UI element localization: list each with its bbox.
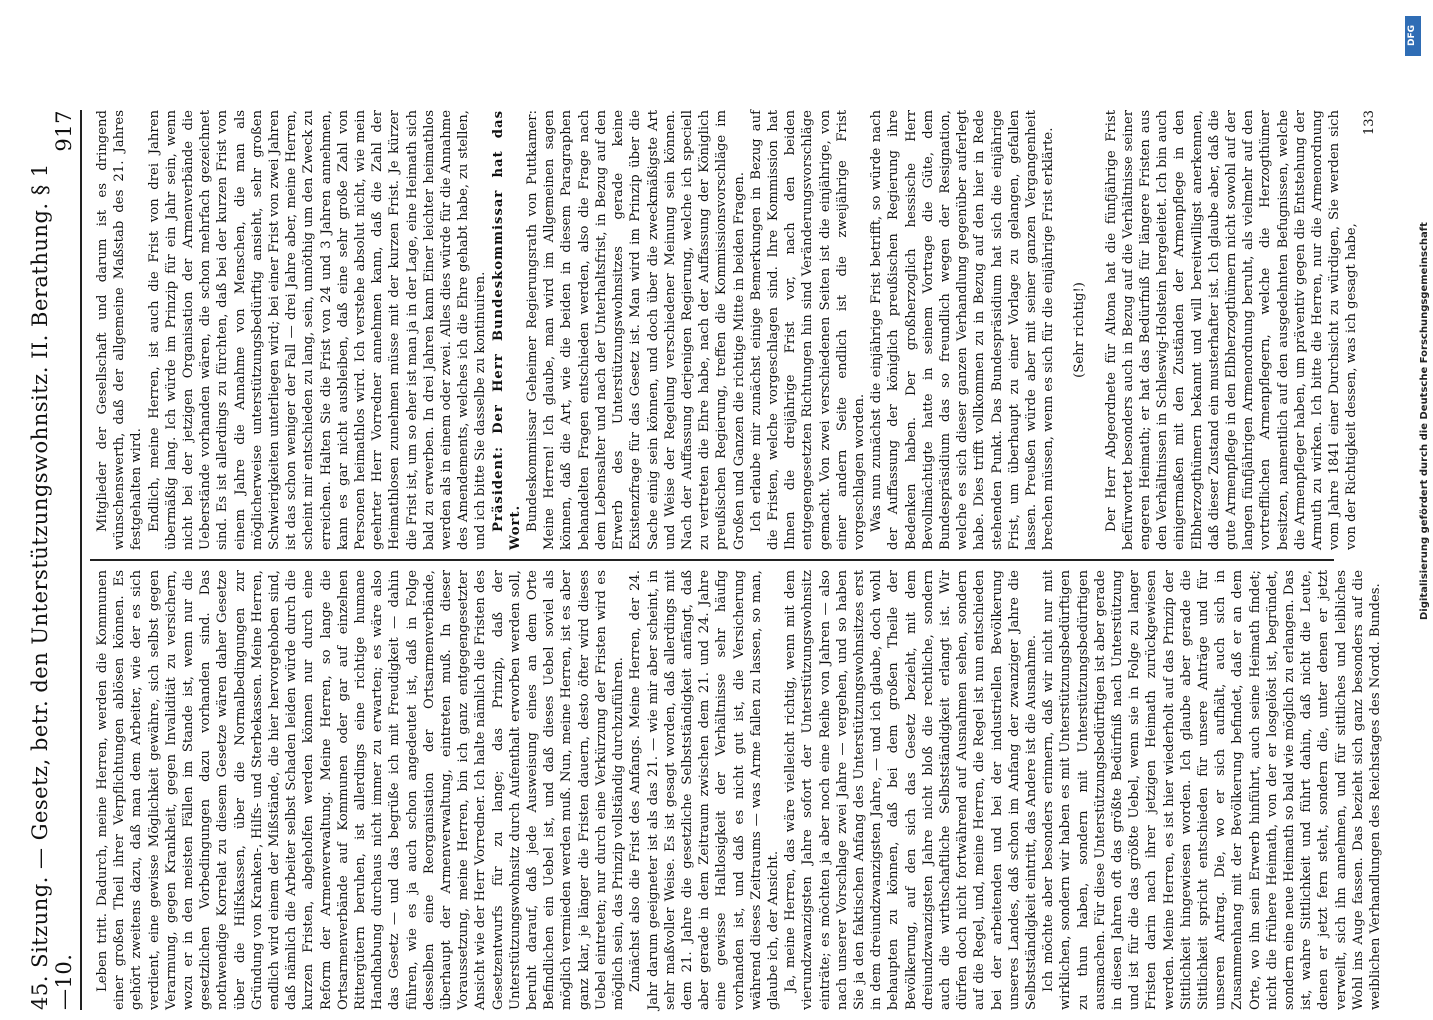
paragraph: Der Herr Abgeordnete für Altona hat die fünfjährige Frist befürwortet besonders auch in Bezug auf die Verhältnisse seiner engeren Heimath; er hat das Bedürfniß für längere Fristen aus den Verhältnissen in Schleswig-Holstein hergeleitet. Ich bin auch einigermaßen mit den Zuständen der Armenpflege in den Elbherzogthümern bekannt und will bereitwilligst anerkennen, daß dieser Zustand ein musterhafter ist. Ich glaube aber, daß die gute Armenpflege in den Elbherzogthümern nicht sowohl auf der langen fünfjährigen Armenordnung beruht, als vielmehr auf den vortrefflichen Armenpflegern, welche die Herzogthümer besitzen, namentlich auf den ausgedehnten Befugnissen, welche die Armenpfleger haben, um präventiv gegen die Entstehung der Armuth zu wirken. Ich bitte die Herren, nur die Armenordnung vom Jahre 1841 einer Durchsicht zu würdigen, Sie werden sich von der Richtigkeit dessen, was ich gesagt habe, (1103, 110, 1360, 550)
paragraph: Endlich, meine Herren, ist auch die Frist von drei Jahren übermäßig lang. Ich würde im Prinzip für ein Jahr sein, wenn nicht bei der jetzigen Organisation der Armenverbände die Ueberstände vorhanden wären, die schon mehrfach gezeichnet sind. Es ist allerdings zu fürchten, daß bei der kurzen Frist von einem Jahre die Annahme von Menschen, die man als möglicherweise unterstützungsbedürftig ansieht, sehr großen Schwierigkeiten unterliegen wird; bei einer Frist von zwei Jahren ist das schon weniger der Fall — drei Jahre aber, meine Herren, scheint mir entschieden zu lang, sein, unnöthig um den Zweck zu erreichen. Halten Sie die Frist von 24 und 3 Jahren annehmen, kann es gar nicht ausbleiben, daß eine sehr große Zahl von Personen heimathlos wird. Ich verstehe absolut nicht, wie mein geehrter Herr Vorredner annehmen kann, daß die Zahl der Heimathlosen zunehmen müsse mit der kurzen Frist. Je kürzer die Frist ist, um so eher ist man ja in der Lage, eine Heimath sich bald zu erwerben. In drei Jahren kann Einer leichter heimathlos werden als in einem oder zwei. Alles dies würde für die Annahme des Amendements, welches ich die Ehre gehabt habe, zu stellen, und ich bitte Sie dasselbe zu kontinuiren. (146, 110, 489, 550)
speaker-line: Präsident: Der Herr Bundeskommissar hat das Wort. (490, 110, 523, 550)
header-rule (80, 110, 82, 1010)
dfg-logo: DFG (1405, 16, 1421, 56)
running-title: 45. Sitzung. — Gesetz, betr. den Unterstützungswohnsitz. II. Berathung. § 1—10. (28, 163, 76, 1010)
column-divider (90, 559, 1334, 561)
paragraph: Leben tritt. Dadurch, meine Herren, werden die Kommunen einer großen Theil ihrer Verpflichtungen ablösen können. Es gehört zweitens dazu, daß man dem Arbeiter, wie der es sich verdient, eine gewisse Möglichkeit gewähre, sich selbst gegen Verarmung, gegen Krankheit, gegen Invalidität zu versichern, wozu er in den meisten Fällen im Stande ist, wenn nur die gesetzlichen Vorbedingungen dazu vorhanden sind. Das nothwendige Korrelat zu diesem Gesetze wären daher Gesetze über die Hilfskassen, über die Normalbedingungen zur Gründung von Kranken-, Hilfs- und Sterbekassen. Meine Herren, endlich wird einem der Mißstände, die hier hervorgehoben sind, daß nämlich die Arbeiter selbst Schaden leiden würde durch die kurzen Fristen, abgeholfen werden können nur durch eine Reform der Armenverwaltung. Meine Herren, so lange die Ortsarmenverbände auf Kommunen oder gar auf einzelnen Rittergütern beruhen, ist allerdings eine richtige humane Handhabung durchaus nicht immer zu erwarten; es wäre also das Gesetz — und das begrüße ich mit Freudigkeit — dahin führen, wie es ja auch schon angedeutet ist, daß in Folge desselben eine Reorganisation der Ortsarmenverbände, überhaupt der Armenverwaltung, eintreten muß. In dieser Voraussetzung, meine Herren, bin ich ganz entgegengesetzter Ansicht wie der Herr Vorredner. Ich halte nämlich die Fristen des Gesetzentwurfs für zu lange; das Prinzip, daß der Unterstützungswohnsitz durch Aufenthalt erworben werden soll, beruht darauf, daß jede Ausweisung eines an dem Orte Befindlichen ein Uebel ist, und daß dieses Uebel soviel als möglich vermieden werden muß. Nun, meine Herren, ist es aber ganz klar, je länger die Fristen dauern, desto öfter wird dieses Uebel eintreten; nur durch eine Verkürzung der Fristen wird es möglich sein, das Prinzip vollständig durchzuführen. (95, 570, 627, 1010)
right-column (94, 110, 1377, 550)
paragraph: Was nun zunächst die einjährige Frist betrifft, so würde nach der Auffassung der königlich preußischen Regierung ihre Bedenken haben. Der großherzoglich hessische Herr Bevollmächtigte hatte in seinem Vortrage die Güte, dem Bundespräsidium das so freundlich wegen der Resignation, welche es sich dieser ganzen Verhandlung gegenüber auferlegt habe. Dies trifft vollkommen zu in Bezug auf den hier in Rede stehenden Punkt. Das Bundespräsidium hat sich die einjährige Frist, um überhaupt zu einer Vorlage zu gelangen, gefallen lassen. Preußen würde aber mit seiner ganzen Vergangenheit brechen müssen, wenn es sich für die einjährige Frist erklärte. (869, 110, 1057, 550)
paragraph: Ich erlaube mir zunächst einige Bemerkungen in Bezug auf die Fristen, welche vorgeschlagen sind. Ihre Kommission hat Ihnen die dreijährige Frist vor, nach den beiden entgegengesetzten Richtungen hin sind Veränderungsvorschläge gemacht. Von zwei verschiedenen Seiten ist die einjährige, von einer andern Seite endlich ist die zweijährige Frist vorgeschlagen worden. (748, 110, 867, 550)
paragraph: Bundeskommissar Geheimer Regierungsrath von Puttkamer: Meine Herren! Ich glaube, man wird im Allgemeinen sagen können, daß die Art, wie die beiden in diesem Paragraphen behandelten Fragen entschieden werden, also die Frage nach dem Lebensalter und nach der Unterhaltsfrist, in Bezug auf den Erwerb des Unterstützungswohnsitzes gerade keine Existenzfrage für das Gesetz ist. Man wird im Prinzip über die Sache einig sein können, und doch über die zweckmäßigste Art und Weise der Regelung verschiedener Meinung sein können. Nach der Auffassung derjenigen Regierung, welche ich speciell zu vertreten die Ehre habe, nach der Auffassung der Königlich preußischen Regierung, treffen die Kommissionsvorschläge im Großen und Ganzen die richtige Mitte in beiden Fragen. (525, 110, 747, 550)
paragraph: Ich möchte aber besonders erinnern, daß wir nicht nur mit wirklichen, sondern wir haben es mit Unterstützungsbedürftigen zu thun haben, sondern mit Unterstützungsbedürftigen ausmachen. Für diese Unterstützungsbedürftigen ist aber gerade in diesen Jahren oft das größte Bedürfniß nach Unterstützung und ist für die das größte Uebel, wenn sie in Folge zu langer Fristen darin nach ihrer jetzigen Heimath zurückgewiesen werden. Meine Herren, es ist hier wiederholt auf das Prinzip der Sittlichkeit hingewiesen worden. Ich glaube aber gerade die Sittlichkeit spricht entschieden für unsere Anträge und für unseren Antrag. Die, wo er sich aufhält, auch sich in Zusammenhang mit der Bevölkerung befindet, daß er an dem Orte, wo ihn sein Erwerb hinführt, auch seine Heimath findet; nicht die frühere Heimath, von der er losgelöst ist, begründet, sondern eine neue Heimath so bald wie möglich zu erlangen. Das ist, wahre Sittlichkeit und führt dahin, daß nicht die Leute, denen er jetzt fern steht, sondern die, unter denen er jetzt verweilt, sich ihn annehmen, und für sittliches und leibliches Wohl ins Auge fassen. Das bezieht sich ganz besonders auf die weiblichen Verhandlungen des Reichstages des Nordd. Bundes. (1041, 570, 1384, 1010)
left-column (94, 570, 1384, 1010)
signature-mark: 133 (1361, 110, 1377, 136)
paragraph: Zunächst also die Frist des Anfangs. Meine Herren, der 24. Jahr darum geeigneter ist als das 21. — wie mir aber scheint, in sehr maßvoller Weise. Es ist gesagt worden, daß allerdings mit dem 21. Jahre die gesetzliche Selbstständigkeit anfängt, daß aber gerade in dem Zeitraum zwischen dem 21. und 24. Jahre eine gewisse Haltlosigkeit der Verhältnisse sehr häufig vorhanden ist, und daß es nicht gut ist, die Versicherung während dieses Zeitraums — was Arme fallen zu lassen, so man, glaube ich, der Ansicht. (628, 570, 781, 1010)
attribution-text: Digitalisierung gefördert durch die Deutsche Forschungsgemeinschaft (1419, 222, 1430, 620)
page-number: 917 (52, 110, 76, 152)
interjection: (Sehr richtig!) (1072, 282, 1088, 378)
paragraph: Mitglieder der Gesellschaft und darum ist es dringend wünschenswerth, daß der allgemeine Maßstab des 21. Jahres festgehalten wird. (95, 110, 145, 550)
scanned-page (28, 100, 1384, 1020)
attribution-strip (1393, 0, 1433, 1000)
paragraph: Ja, meine Herren, das wäre vielleicht richtig, wenn mit dem vierundzwanzigsten Jahre sofort der Unterstützungswohnsitz einträte; es möchten ja aber noch eine Reihe von Jahren — also nach unserer Vorschlage zwei Jahre — vergehen, und so haben Sie ja den faktischen Anfang des Unterstützungswohnsitzes erst in dem dreiundzwanzigsten Jahre, — und ich glaube, doch wohl behaupten zu können, daß bei dem großen Theile der Bevölkerung, auf den sich das Gesetz bezieht, mit dem dreiundzwanzigsten Jahre nicht bloß die rechtliche, sondern auch die wirthschaftliche Selbstständigkeit erlangt ist. Wir dürfen doch nicht fortwährend auf Ausnahmen sehen, sondern auf die Regel, und, meine Herren, die Regel ist nun entschieden bei der arbeitenden und bei der industriellen Bevölkerung unseres Landes, daß schon im Anfang der zwanziger Jahre die Selbstständigkeit eintritt, das Andere ist die Ausnahme. (783, 570, 1039, 1010)
page-header (28, 110, 76, 1010)
